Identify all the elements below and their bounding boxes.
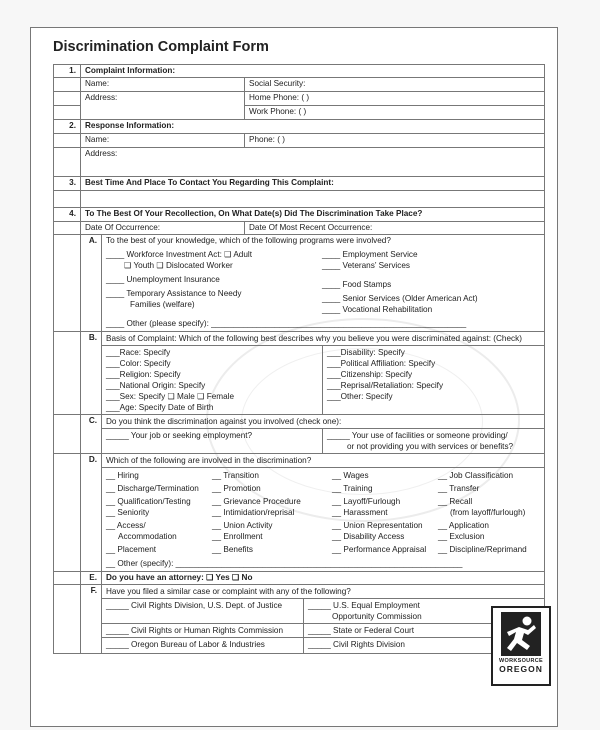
- section-3-heading: Best Time And Place To Contact You Regarding This Complaint:: [81, 177, 545, 191]
- section-3-number: 3.: [54, 177, 81, 191]
- issue-layoff[interactable]: __ Layoff/Furlough: [332, 497, 401, 506]
- issue-performance-appraisal[interactable]: __ Performance Appraisal: [332, 545, 427, 554]
- filed-human-rights[interactable]: _____ Civil Rights or Human Rights Commission: [106, 626, 284, 635]
- issue-disability-access[interactable]: __ Disability Access: [332, 532, 405, 541]
- program-senior-services[interactable]: ____ Senior Services (Older American Act): [322, 294, 478, 303]
- issue-application[interactable]: __ Application: [438, 521, 489, 530]
- section-1-number: 1.: [54, 65, 81, 78]
- complainant-name-field[interactable]: Name:: [81, 78, 245, 92]
- issue-placement[interactable]: __ Placement: [106, 545, 157, 554]
- issue-accommodation: Accommodation: [118, 532, 177, 541]
- logo-line-2: OREGON: [499, 664, 543, 674]
- program-wia-options[interactable]: ❑ Youth ❑ Dislocated Worker: [124, 261, 233, 270]
- filed-civil-rights-doj[interactable]: _____ Civil Rights Division, U.S. Dept. of Justice: [106, 601, 283, 610]
- response-name-field[interactable]: Name:: [81, 134, 245, 148]
- part-c-involvement: [102, 415, 545, 454]
- issue-access[interactable]: __ Access/: [106, 521, 146, 530]
- part-d-heading: Which of the following are involved in the discrimination?: [102, 454, 544, 468]
- part-a-heading: To the best of your knowledge, which of the following programs were involved?: [106, 236, 391, 245]
- issue-union-representation[interactable]: __ Union Representation: [332, 521, 423, 530]
- issue-transfer[interactable]: __ Transfer: [438, 484, 480, 493]
- date-of-occurrence-field[interactable]: Date Of Occurrence:: [81, 222, 245, 235]
- part-a-letter: A.: [81, 235, 102, 332]
- issue-qualification[interactable]: __ Qualification/Testing: [106, 497, 191, 506]
- issue-union-activity[interactable]: __ Union Activity: [212, 521, 273, 530]
- section-2-number: 2.: [54, 120, 81, 134]
- part-c-letter: C.: [81, 415, 102, 454]
- part-f-letter: F.: [81, 585, 102, 654]
- basis-religion[interactable]: ___Religion: Specify: [106, 370, 181, 379]
- response-address-field[interactable]: Address:: [81, 148, 545, 177]
- issue-grievance[interactable]: __ Grievance Procedure: [212, 497, 301, 506]
- part-e-letter: E.: [81, 572, 102, 585]
- basis-sex[interactable]: ___Sex: Specify ❑ Male ❑ Female: [106, 392, 234, 401]
- section-4-number: 4.: [54, 208, 81, 222]
- program-employment-service[interactable]: ____ Employment Service: [322, 250, 418, 259]
- issue-harassment[interactable]: __ Harassment: [332, 508, 388, 517]
- issue-seniority[interactable]: __ Seniority: [106, 508, 150, 517]
- home-phone-field[interactable]: Home Phone: ( ): [245, 92, 545, 106]
- section-1-heading: Complaint Information:: [81, 65, 545, 78]
- basis-national-origin[interactable]: ___National Origin: Specify: [106, 381, 206, 390]
- program-veterans[interactable]: ____ Veterans’ Services: [322, 261, 410, 270]
- basis-citizenship[interactable]: ___Citizenship: Specify: [327, 370, 413, 379]
- part-a-programs: [102, 235, 545, 332]
- program-food-stamps[interactable]: ____ Food Stamps: [322, 280, 392, 289]
- issue-other[interactable]: __ Other (specify): _______________________________________________________________: [106, 559, 463, 568]
- program-wia[interactable]: ____ Workforce Investment Act: ❑ Adult: [106, 250, 252, 259]
- basis-age[interactable]: ___Age: Specify Date of Birth: [106, 403, 214, 412]
- part-b-basis: [102, 332, 545, 415]
- issue-benefits[interactable]: __ Benefits: [212, 545, 253, 554]
- issue-promotion[interactable]: __ Promotion: [212, 484, 261, 493]
- complaint-form-table: [53, 64, 545, 654]
- basis-disability[interactable]: ___Disability: Specify: [327, 348, 405, 357]
- issue-wages[interactable]: __ Wages: [332, 471, 369, 480]
- section-4-heading: To The Best Of Your Recollection, On What Date(s) Did The Discrimination Take Place?: [81, 208, 545, 222]
- issue-discipline[interactable]: __ Discipline/Reprimand: [438, 545, 527, 554]
- part-f-filings: [102, 585, 545, 654]
- involved-services-cont: or not providing you with services or benefits?: [347, 442, 514, 451]
- complainant-address-field[interactable]: Address:: [81, 92, 245, 120]
- issue-job-classification[interactable]: __ Job Classification: [438, 471, 514, 480]
- form-sheet: [30, 27, 558, 727]
- filed-eeoc-cont: Opportunity Commission: [332, 612, 422, 621]
- issue-enrollment[interactable]: __ Enrollment: [212, 532, 263, 541]
- program-other[interactable]: ____ Other (please specify): ________________________________________________________: [106, 319, 467, 328]
- issue-training[interactable]: __ Training: [332, 484, 373, 493]
- basis-race[interactable]: ___Race: Specify: [106, 348, 171, 357]
- section-2-heading: Response Information:: [81, 120, 545, 134]
- program-tanf-welfare: Families (welfare): [130, 300, 195, 309]
- part-d-letter: D.: [81, 454, 102, 572]
- program-unemployment[interactable]: ____ Unemployment Insurance: [106, 275, 220, 284]
- filed-court[interactable]: _____ State or Federal Court: [308, 626, 415, 635]
- issue-discharge[interactable]: __ Discharge/Termination: [106, 484, 199, 493]
- involved-services[interactable]: _____ Your use of facilities or someone providing/: [327, 431, 508, 440]
- program-tanf[interactable]: ____ Temporary Assistance to Needy: [106, 289, 242, 298]
- running-person-icon: [501, 612, 541, 656]
- response-phone-field[interactable]: Phone: ( ): [245, 134, 545, 148]
- basis-other[interactable]: ___Other: Specify: [327, 392, 393, 401]
- work-phone-field[interactable]: Work Phone: ( ): [245, 106, 545, 120]
- issue-intimidation[interactable]: __ Intimidation/reprisal: [212, 508, 295, 517]
- issue-recall[interactable]: __ Recall: [438, 497, 473, 506]
- issue-hiring[interactable]: __ Hiring: [106, 471, 139, 480]
- filed-eeoc[interactable]: _____ U.S. Equal Employment: [308, 601, 420, 610]
- filed-civil-rights-division[interactable]: _____ Civil Rights Division: [308, 640, 405, 649]
- part-b-heading: Basis of Complaint: Which of the following best describes why you believe you were discriminated against: (Check): [102, 332, 544, 346]
- logo-line-1: WORKSOURCE: [499, 658, 543, 664]
- worksource-oregon-logo: [491, 606, 551, 686]
- contact-time-field[interactable]: [81, 191, 545, 208]
- attorney-question[interactable]: Do you have an attorney: ❑ Yes ❑ No: [102, 572, 545, 585]
- part-b-letter: B.: [81, 332, 102, 415]
- part-f-heading: Have you filed a similar case or complaint with any of the following?: [102, 585, 544, 599]
- issue-transition[interactable]: __ Transition: [212, 471, 259, 480]
- involved-employment[interactable]: _____ Your job or seeking employment?: [106, 431, 253, 440]
- date-most-recent-field[interactable]: Date Of Most Recent Occurrence:: [245, 222, 545, 235]
- basis-reprisal[interactable]: ___Reprisal/Retaliation: Specify: [327, 381, 444, 390]
- page-title: Discrimination Complaint Form: [53, 39, 269, 55]
- part-c-heading: Do you think the discrimination against you involved (check one):: [102, 415, 544, 429]
- issue-recall-note: (from layoff/furlough): [450, 508, 526, 517]
- filed-boli[interactable]: _____ Oregon Bureau of Labor & Industries: [106, 640, 265, 649]
- social-security-field[interactable]: Social Security:: [245, 78, 545, 92]
- program-vocational-rehab[interactable]: ____ Vocational Rehabilitation: [322, 305, 433, 314]
- basis-color[interactable]: ___Color: Specify: [106, 359, 171, 368]
- basis-political[interactable]: ___Political Affiliation: Specify: [327, 359, 436, 368]
- part-d-issues: [102, 454, 545, 572]
- issue-exclusion[interactable]: __ Exclusion: [438, 532, 485, 541]
